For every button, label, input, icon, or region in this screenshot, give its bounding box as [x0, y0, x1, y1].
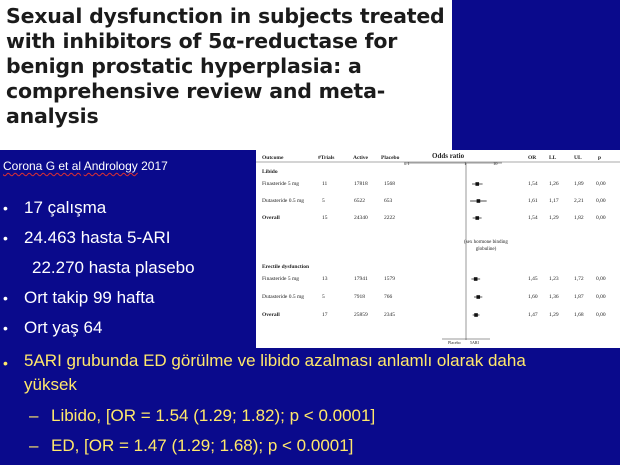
- title-box: [0, 0, 452, 150]
- col-header-placebo: Placebo: [381, 155, 400, 161]
- col-header-trials: #Trials: [318, 155, 335, 161]
- forest-cell-ll: 1,36: [549, 294, 559, 300]
- forest-cell-ul: 1,72: [574, 276, 584, 282]
- group-label-libido: Libido: [262, 169, 278, 175]
- axis-max-label: 10: [493, 161, 498, 166]
- forest-cell-outcome: Overall: [262, 312, 280, 318]
- col-header-outcome: Outcome: [262, 155, 284, 161]
- forest-cell-outcome: Dutasteride 0.5 mg: [262, 198, 305, 204]
- forest-cell-outcome: Finasteride 5 mg: [262, 276, 299, 282]
- forest-cell-p: 0,00: [596, 181, 606, 187]
- forest-cell-active: 17818: [354, 181, 368, 187]
- forest-point: [476, 295, 480, 299]
- citation-journal: Andrology: [83, 159, 138, 173]
- col-header-ul: UL: [574, 155, 582, 161]
- forest-cell-ll: 1,29: [549, 312, 559, 318]
- forest-cell-ll: 1,23: [549, 276, 559, 282]
- forest-note: (sex hormone binding globuline): [464, 240, 508, 252]
- forest-cell-p: 0,00: [596, 276, 606, 282]
- forest-cell-ul: 1,89: [574, 181, 584, 187]
- forest-cell-ll: 1,26: [549, 181, 559, 187]
- axis-min-label: 0.1: [404, 161, 410, 166]
- forest-cell-ul: 1,82: [574, 215, 584, 221]
- slide-title: Sexual dysfunction in subjects treated with inhibitors of 5α-reductase for benign prostatic hyperplasia: a comprehensive review and meta-analysis: [6, 4, 445, 128]
- forest-cell-ul: 1,68: [574, 312, 584, 318]
- forest-cell-or: 1,45: [528, 276, 538, 282]
- forest-cell-outcome: Dutasteride 0.5 mg: [262, 294, 305, 300]
- forest-point: [477, 199, 481, 203]
- col-header-odds: Odds ratio: [432, 152, 465, 160]
- forest-point: [475, 216, 479, 220]
- forest-cell-trials: 13: [322, 276, 328, 282]
- forest-cell-or: 1,54: [528, 181, 538, 187]
- col-header-p: p: [598, 155, 602, 161]
- forest-cell-active: 24340: [354, 215, 368, 221]
- forest-cell-or: 1,61: [528, 198, 538, 204]
- forest-cell-or: 1,54: [528, 215, 538, 221]
- forest-cell-or: 1,47: [528, 312, 538, 318]
- forest-point: [474, 277, 478, 281]
- axis-left-label: Placebo: [448, 340, 461, 345]
- forest-cell-placebo: 2345: [384, 312, 395, 318]
- forest-cell-p: 0,00: [596, 198, 606, 204]
- forest-cell-active: 17941: [354, 276, 368, 282]
- col-header-or: OR: [528, 155, 537, 161]
- forest-cell-placebo: 653: [384, 198, 393, 204]
- forest-point: [474, 313, 478, 317]
- citation-year: 2017: [141, 159, 168, 173]
- forest-cell-outcome: Overall: [262, 215, 280, 221]
- citation-authors: Corona G et al: [3, 159, 82, 173]
- forest-cell-active: 7918: [354, 294, 365, 300]
- forest-cell-ll: 1,29: [549, 215, 559, 221]
- forest-cell-placebo: 1579: [384, 276, 395, 282]
- forest-cell-trials: 17: [322, 312, 328, 318]
- forest-cell-outcome: Finasteride 5 mg: [262, 181, 299, 187]
- forest-cell-placebo: 1568: [384, 181, 395, 187]
- forest-cell-trials: 5: [322, 198, 325, 204]
- citation: [3, 159, 168, 173]
- axis-right-label: 5ARI: [470, 340, 479, 345]
- forest-plot-table: [256, 150, 620, 348]
- forest-cell-p: 0,00: [596, 312, 606, 318]
- forest-cell-trials: 5: [322, 294, 325, 300]
- forest-plot-svg: [256, 150, 620, 348]
- group-label-ed: Erectile dysfunction: [262, 264, 310, 270]
- forest-cell-ul: 1,87: [574, 294, 584, 300]
- forest-cell-trials: 11: [322, 181, 328, 187]
- forest-cell-placebo: 2222: [384, 215, 395, 221]
- forest-cell-placebo: 766: [384, 294, 393, 300]
- forest-cell-active: 25859: [354, 312, 368, 318]
- col-header-ll: LL: [549, 155, 557, 161]
- axis-mid-label: 1: [464, 161, 467, 166]
- forest-cell-p: 0,00: [596, 294, 606, 300]
- col-header-active: Active: [353, 155, 368, 161]
- forest-point: [475, 182, 479, 186]
- slide-background: Sexual dysfunction in subjects treated with inhibitors of 5α-reductase for benign prostatic hyperplasia: a comprehensive review and meta-analysis Corona G et al Andrology 2017 • 17 çalışma • 24.463 hasta 5-ARI 22.270 hasta plasebo • Ort takip 99 hafta • Ort yaş 64 • 5ARI grubunda ED görülme ve libido azalması anlamlı olarak daha yüksek – Libido, [OR = 1.54 (1.29; 1.82); p < 0.0001] – ED, [OR = 1.47 (1.29; 1.68); p < 0.0001] Outcome #Trials Active Placebo Odds ratio OR LL UL p 0.1 1 10 Libido (sex hormone binding globuline) Erectile dysfunction Placebo 5ARI Finasteride 5 mg 11 17818 1568 1,54 1,26 1,89 0,00 Dutasteride 0.5 mg 5 6522 653 1,61 1,17 2,21 0,00 Overall 15 24340 2222 1,54 1,29 1,82 0,00 Finasteride 5 mg 13 17941 1579 1,45 1,23 1,72 0,00 Dutasteride 0.5 mg 5 7918 766 1,60 1,36 1,87 0,00 Overall 17 25859 2345 1,47 1,29 1,68 0,00: [0, 0, 620, 465]
- forest-cell-p: 0,00: [596, 215, 606, 221]
- forest-cell-or: 1,60: [528, 294, 538, 300]
- forest-cell-active: 6522: [354, 198, 365, 204]
- forest-cell-ll: 1,17: [549, 198, 559, 204]
- forest-cell-ul: 2,21: [574, 198, 584, 204]
- forest-cell-trials: 15: [322, 215, 328, 221]
